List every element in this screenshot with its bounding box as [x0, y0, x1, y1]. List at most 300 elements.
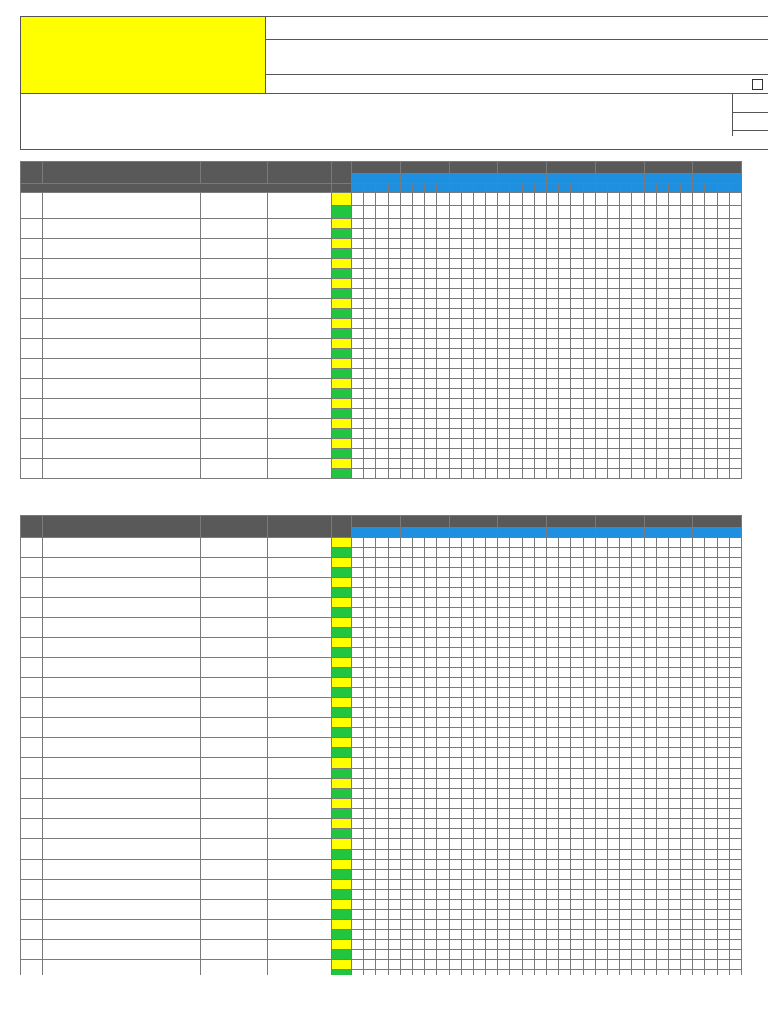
week-cell[interactable]	[473, 698, 485, 708]
week-cell[interactable]	[632, 409, 644, 419]
week-cell[interactable]	[498, 439, 510, 449]
week-cell[interactable]	[352, 758, 364, 769]
week-cell[interactable]	[376, 829, 388, 839]
week-cell[interactable]	[620, 870, 632, 880]
week-cell[interactable]	[376, 758, 388, 769]
week-cell[interactable]	[534, 728, 546, 738]
week-cell[interactable]	[486, 379, 498, 389]
week-cell[interactable]	[693, 628, 705, 638]
week-cell[interactable]	[656, 259, 668, 269]
week-cell[interactable]	[571, 880, 583, 890]
week-cell[interactable]	[620, 259, 632, 269]
week-cell[interactable]	[510, 439, 522, 449]
week-cell[interactable]	[449, 588, 461, 598]
week-cell[interactable]	[498, 880, 510, 890]
week-cell[interactable]	[668, 419, 680, 429]
week-cell[interactable]	[388, 890, 400, 900]
week-cell[interactable]	[595, 548, 607, 558]
week-cell[interactable]	[412, 819, 424, 829]
week-cell[interactable]	[437, 269, 449, 279]
week-cell[interactable]	[705, 439, 717, 449]
week-cell[interactable]	[705, 648, 717, 658]
week-cell[interactable]	[534, 920, 546, 930]
week-cell[interactable]	[620, 940, 632, 950]
week-cell[interactable]	[583, 799, 595, 809]
week-cell[interactable]	[559, 658, 571, 668]
week-cell[interactable]	[412, 429, 424, 439]
week-cell[interactable]	[352, 930, 364, 940]
week-cell[interactable]	[644, 193, 656, 206]
week-cell[interactable]	[449, 419, 461, 429]
week-cell[interactable]	[595, 618, 607, 628]
week-cell[interactable]	[376, 369, 388, 379]
week-cell[interactable]	[425, 369, 437, 379]
week-cell[interactable]	[559, 558, 571, 568]
week-cell[interactable]	[412, 678, 424, 688]
week-cell[interactable]	[364, 578, 376, 588]
week-cell[interactable]	[376, 618, 388, 628]
week-cell[interactable]	[668, 809, 680, 819]
week-cell[interactable]	[583, 359, 595, 369]
week-cell[interactable]	[559, 850, 571, 860]
week-cell[interactable]	[693, 229, 705, 239]
week-cell[interactable]	[607, 758, 619, 769]
week-cell[interactable]	[620, 819, 632, 829]
week-cell[interactable]	[352, 449, 364, 459]
week-cell[interactable]	[681, 249, 693, 259]
week-cell[interactable]	[388, 206, 400, 219]
week-cell[interactable]	[376, 628, 388, 638]
week-cell[interactable]	[681, 769, 693, 779]
week-cell[interactable]	[461, 940, 473, 950]
week-cell[interactable]	[473, 829, 485, 839]
week-cell[interactable]	[607, 339, 619, 349]
week-cell[interactable]	[412, 349, 424, 359]
week-cell[interactable]	[693, 439, 705, 449]
week-cell[interactable]	[681, 758, 693, 769]
week-cell[interactable]	[607, 708, 619, 718]
week-cell[interactable]	[595, 698, 607, 708]
week-cell[interactable]	[583, 379, 595, 389]
week-cell[interactable]	[693, 668, 705, 678]
week-cell[interactable]	[364, 608, 376, 618]
week-cell[interactable]	[449, 309, 461, 319]
week-cell[interactable]	[449, 930, 461, 940]
week-cell[interactable]	[388, 618, 400, 628]
week-cell[interactable]	[437, 339, 449, 349]
week-cell[interactable]	[437, 548, 449, 558]
week-cell[interactable]	[412, 598, 424, 608]
week-cell[interactable]	[449, 728, 461, 738]
week-cell[interactable]	[705, 940, 717, 950]
week-cell[interactable]	[571, 970, 583, 976]
week-cell[interactable]	[461, 319, 473, 329]
week-cell[interactable]	[656, 379, 668, 389]
week-cell[interactable]	[412, 319, 424, 329]
week-cell[interactable]	[400, 950, 412, 960]
week-cell[interactable]	[668, 789, 680, 799]
week-cell[interactable]	[376, 809, 388, 819]
week-cell[interactable]	[547, 819, 559, 829]
week-cell[interactable]	[388, 950, 400, 960]
week-cell[interactable]	[644, 900, 656, 910]
week-cell[interactable]	[425, 648, 437, 658]
week-cell[interactable]	[656, 668, 668, 678]
week-cell[interactable]	[376, 638, 388, 648]
week-cell[interactable]	[668, 930, 680, 940]
week-cell[interactable]	[729, 678, 741, 688]
week-cell[interactable]	[449, 249, 461, 259]
week-cell[interactable]	[620, 289, 632, 299]
week-cell[interactable]	[522, 289, 534, 299]
week-cell[interactable]	[705, 409, 717, 419]
week-cell[interactable]	[632, 638, 644, 648]
week-cell[interactable]	[607, 698, 619, 708]
week-cell[interactable]	[425, 819, 437, 829]
week-cell[interactable]	[644, 870, 656, 880]
week-cell[interactable]	[729, 259, 741, 269]
week-cell[interactable]	[668, 758, 680, 769]
week-cell[interactable]	[607, 648, 619, 658]
week-cell[interactable]	[412, 970, 424, 976]
week-cell[interactable]	[717, 339, 729, 349]
week-cell[interactable]	[473, 890, 485, 900]
week-cell[interactable]	[668, 608, 680, 618]
week-cell[interactable]	[522, 429, 534, 439]
week-cell[interactable]	[668, 409, 680, 419]
week-cell[interactable]	[364, 850, 376, 860]
week-cell[interactable]	[473, 568, 485, 578]
week-cell[interactable]	[412, 608, 424, 618]
week-cell[interactable]	[607, 950, 619, 960]
week-cell[interactable]	[620, 758, 632, 769]
week-cell[interactable]	[559, 789, 571, 799]
week-cell[interactable]	[620, 930, 632, 940]
week-cell[interactable]	[461, 558, 473, 568]
week-cell[interactable]	[425, 289, 437, 299]
week-cell[interactable]	[388, 419, 400, 429]
week-cell[interactable]	[449, 578, 461, 588]
week-cell[interactable]	[656, 429, 668, 439]
week-cell[interactable]	[656, 279, 668, 289]
week-cell[interactable]	[461, 588, 473, 598]
week-cell[interactable]	[486, 399, 498, 409]
week-cell[interactable]	[498, 960, 510, 970]
week-cell[interactable]	[510, 449, 522, 459]
week-cell[interactable]	[376, 950, 388, 960]
week-cell[interactable]	[632, 718, 644, 728]
week-cell[interactable]	[388, 319, 400, 329]
week-cell[interactable]	[510, 309, 522, 319]
week-cell[interactable]	[473, 439, 485, 449]
week-cell[interactable]	[425, 329, 437, 339]
week-cell[interactable]	[644, 940, 656, 950]
week-cell[interactable]	[388, 329, 400, 339]
week-cell[interactable]	[644, 329, 656, 339]
week-cell[interactable]	[534, 538, 546, 548]
week-cell[interactable]	[595, 809, 607, 819]
week-cell[interactable]	[352, 688, 364, 698]
week-cell[interactable]	[486, 249, 498, 259]
week-cell[interactable]	[717, 638, 729, 648]
week-cell[interactable]	[681, 779, 693, 789]
week-cell[interactable]	[547, 359, 559, 369]
week-cell[interactable]	[547, 239, 559, 249]
week-cell[interactable]	[412, 930, 424, 940]
week-cell[interactable]	[388, 289, 400, 299]
week-cell[interactable]	[461, 910, 473, 920]
week-cell[interactable]	[486, 618, 498, 628]
week-cell[interactable]	[388, 728, 400, 738]
week-cell[interactable]	[461, 758, 473, 769]
week-cell[interactable]	[559, 748, 571, 758]
week-cell[interactable]	[717, 598, 729, 608]
week-cell[interactable]	[352, 439, 364, 449]
week-cell[interactable]	[498, 469, 510, 479]
week-cell[interactable]	[412, 738, 424, 748]
week-cell[interactable]	[607, 688, 619, 698]
week-cell[interactable]	[583, 658, 595, 668]
week-cell[interactable]	[571, 439, 583, 449]
week-cell[interactable]	[510, 688, 522, 698]
week-cell[interactable]	[705, 658, 717, 668]
week-cell[interactable]	[547, 748, 559, 758]
week-cell[interactable]	[559, 819, 571, 829]
week-cell[interactable]	[425, 299, 437, 309]
week-cell[interactable]	[717, 548, 729, 558]
week-cell[interactable]	[620, 229, 632, 239]
week-cell[interactable]	[668, 900, 680, 910]
week-cell[interactable]	[400, 748, 412, 758]
week-cell[interactable]	[607, 829, 619, 839]
week-cell[interactable]	[705, 279, 717, 289]
week-cell[interactable]	[668, 920, 680, 930]
week-cell[interactable]	[620, 349, 632, 359]
week-cell[interactable]	[461, 748, 473, 758]
week-cell[interactable]	[412, 758, 424, 769]
week-cell[interactable]	[486, 608, 498, 618]
week-cell[interactable]	[510, 598, 522, 608]
week-cell[interactable]	[510, 249, 522, 259]
week-cell[interactable]	[425, 259, 437, 269]
week-cell[interactable]	[668, 658, 680, 668]
week-cell[interactable]	[729, 329, 741, 339]
week-cell[interactable]	[449, 269, 461, 279]
week-cell[interactable]	[595, 469, 607, 479]
week-cell[interactable]	[595, 259, 607, 269]
week-cell[interactable]	[729, 638, 741, 648]
week-cell[interactable]	[437, 359, 449, 369]
week-cell[interactable]	[498, 839, 510, 850]
week-cell[interactable]	[425, 829, 437, 839]
week-cell[interactable]	[388, 658, 400, 668]
week-cell[interactable]	[668, 349, 680, 359]
week-cell[interactable]	[644, 748, 656, 758]
week-cell[interactable]	[681, 608, 693, 618]
week-cell[interactable]	[620, 369, 632, 379]
week-cell[interactable]	[400, 538, 412, 548]
week-cell[interactable]	[681, 409, 693, 419]
week-cell[interactable]	[656, 249, 668, 259]
week-cell[interactable]	[681, 940, 693, 950]
week-cell[interactable]	[607, 399, 619, 409]
week-cell[interactable]	[595, 769, 607, 779]
week-cell[interactable]	[534, 419, 546, 429]
week-cell[interactable]	[352, 359, 364, 369]
week-cell[interactable]	[644, 369, 656, 379]
week-cell[interactable]	[449, 748, 461, 758]
week-cell[interactable]	[388, 698, 400, 708]
week-cell[interactable]	[668, 779, 680, 789]
week-cell[interactable]	[607, 789, 619, 799]
week-cell[interactable]	[668, 449, 680, 459]
week-cell[interactable]	[681, 850, 693, 860]
week-cell[interactable]	[473, 799, 485, 809]
week-cell[interactable]	[461, 359, 473, 369]
week-cell[interactable]	[656, 789, 668, 799]
week-cell[interactable]	[388, 339, 400, 349]
week-cell[interactable]	[388, 688, 400, 698]
week-cell[interactable]	[522, 638, 534, 648]
week-cell[interactable]	[607, 738, 619, 748]
week-cell[interactable]	[522, 578, 534, 588]
week-cell[interactable]	[583, 648, 595, 658]
week-cell[interactable]	[534, 688, 546, 698]
week-cell[interactable]	[729, 558, 741, 568]
week-cell[interactable]	[522, 249, 534, 259]
week-cell[interactable]	[364, 668, 376, 678]
week-cell[interactable]	[620, 618, 632, 628]
week-cell[interactable]	[473, 940, 485, 950]
week-cell[interactable]	[620, 193, 632, 206]
week-cell[interactable]	[607, 960, 619, 970]
week-cell[interactable]	[461, 578, 473, 588]
week-cell[interactable]	[632, 970, 644, 976]
week-cell[interactable]	[534, 548, 546, 558]
week-cell[interactable]	[693, 568, 705, 578]
week-cell[interactable]	[400, 880, 412, 890]
week-cell[interactable]	[437, 758, 449, 769]
week-cell[interactable]	[388, 389, 400, 399]
week-cell[interactable]	[461, 769, 473, 779]
week-cell[interactable]	[547, 608, 559, 618]
week-cell[interactable]	[571, 890, 583, 900]
week-cell[interactable]	[571, 249, 583, 259]
week-cell[interactable]	[632, 678, 644, 688]
week-cell[interactable]	[364, 920, 376, 930]
week-cell[interactable]	[607, 668, 619, 678]
week-cell[interactable]	[388, 429, 400, 439]
week-cell[interactable]	[486, 698, 498, 708]
week-cell[interactable]	[705, 618, 717, 628]
week-cell[interactable]	[632, 469, 644, 479]
week-cell[interactable]	[729, 870, 741, 880]
week-cell[interactable]	[729, 738, 741, 748]
week-cell[interactable]	[425, 638, 437, 648]
week-cell[interactable]	[376, 598, 388, 608]
week-cell[interactable]	[498, 618, 510, 628]
week-cell[interactable]	[449, 379, 461, 389]
week-cell[interactable]	[498, 789, 510, 799]
week-cell[interactable]	[461, 568, 473, 578]
week-cell[interactable]	[388, 829, 400, 839]
week-cell[interactable]	[595, 850, 607, 860]
week-cell[interactable]	[595, 269, 607, 279]
week-cell[interactable]	[352, 799, 364, 809]
week-cell[interactable]	[620, 548, 632, 558]
week-cell[interactable]	[425, 698, 437, 708]
week-cell[interactable]	[729, 698, 741, 708]
week-cell[interactable]	[534, 950, 546, 960]
week-cell[interactable]	[595, 748, 607, 758]
week-cell[interactable]	[717, 819, 729, 829]
week-cell[interactable]	[717, 319, 729, 329]
week-cell[interactable]	[498, 638, 510, 648]
week-cell[interactable]	[632, 249, 644, 259]
week-cell[interactable]	[632, 799, 644, 809]
week-cell[interactable]	[412, 219, 424, 229]
week-cell[interactable]	[437, 279, 449, 289]
week-cell[interactable]	[425, 950, 437, 960]
week-cell[interactable]	[595, 758, 607, 769]
week-cell[interactable]	[632, 708, 644, 718]
week-cell[interactable]	[595, 538, 607, 548]
week-cell[interactable]	[656, 193, 668, 206]
week-cell[interactable]	[376, 469, 388, 479]
week-cell[interactable]	[717, 860, 729, 870]
week-cell[interactable]	[534, 299, 546, 309]
week-cell[interactable]	[486, 628, 498, 638]
week-cell[interactable]	[559, 920, 571, 930]
week-cell[interactable]	[522, 940, 534, 950]
week-cell[interactable]	[693, 339, 705, 349]
week-cell[interactable]	[717, 289, 729, 299]
week-cell[interactable]	[668, 568, 680, 578]
week-cell[interactable]	[534, 578, 546, 588]
week-cell[interactable]	[620, 598, 632, 608]
week-cell[interactable]	[607, 880, 619, 890]
week-cell[interactable]	[352, 950, 364, 960]
week-cell[interactable]	[510, 668, 522, 678]
week-cell[interactable]	[534, 799, 546, 809]
week-cell[interactable]	[681, 748, 693, 758]
week-cell[interactable]	[412, 389, 424, 399]
week-cell[interactable]	[571, 779, 583, 789]
week-cell[interactable]	[486, 688, 498, 698]
week-cell[interactable]	[547, 419, 559, 429]
week-cell[interactable]	[400, 738, 412, 748]
week-cell[interactable]	[729, 748, 741, 758]
week-cell[interactable]	[681, 419, 693, 429]
week-cell[interactable]	[717, 429, 729, 439]
week-cell[interactable]	[571, 668, 583, 678]
week-cell[interactable]	[486, 578, 498, 588]
week-cell[interactable]	[449, 259, 461, 269]
week-cell[interactable]	[461, 289, 473, 299]
week-cell[interactable]	[352, 779, 364, 789]
week-cell[interactable]	[559, 239, 571, 249]
week-cell[interactable]	[461, 439, 473, 449]
week-cell[interactable]	[607, 329, 619, 339]
week-cell[interactable]	[498, 239, 510, 249]
week-cell[interactable]	[632, 688, 644, 698]
week-cell[interactable]	[352, 319, 364, 329]
week-cell[interactable]	[705, 548, 717, 558]
week-cell[interactable]	[656, 870, 668, 880]
week-cell[interactable]	[400, 299, 412, 309]
week-cell[interactable]	[595, 900, 607, 910]
week-cell[interactable]	[534, 389, 546, 399]
